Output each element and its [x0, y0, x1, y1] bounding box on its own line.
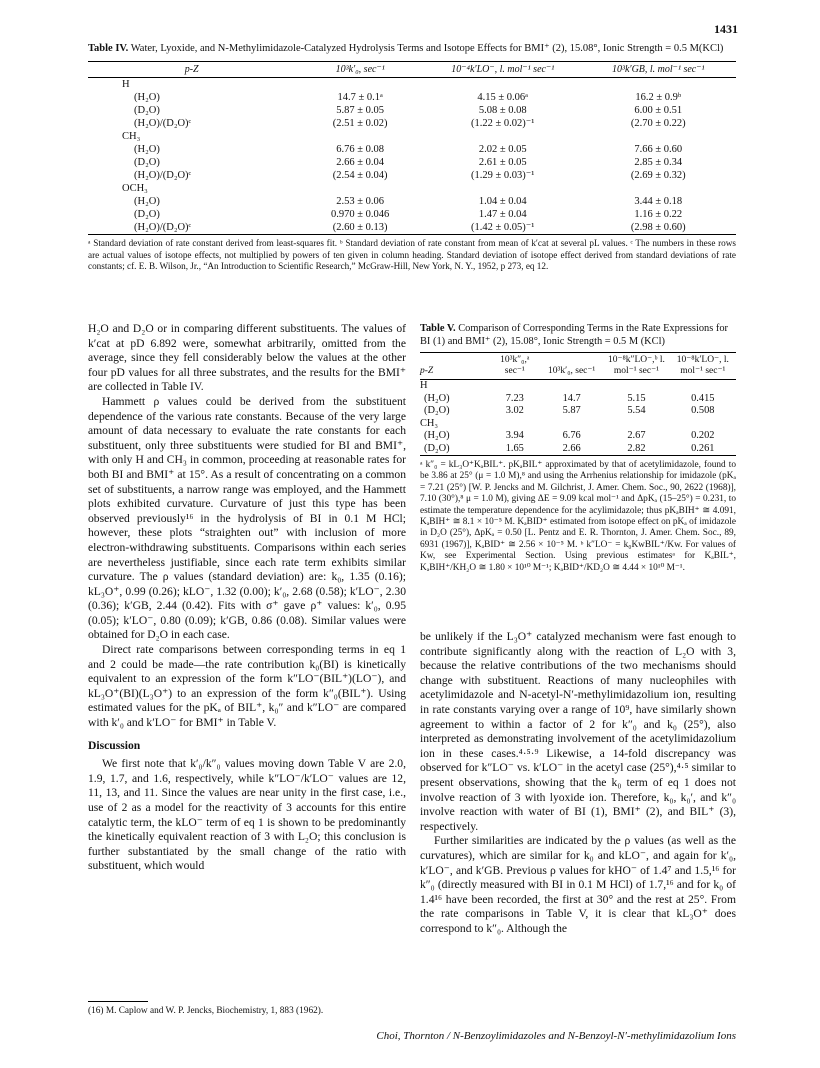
table-cell: 0.261	[670, 443, 736, 456]
table-cell: 3.44 ± 0.18	[634, 196, 683, 207]
table-cell: (1.42 ± 0.05)⁻¹	[425, 221, 581, 235]
table-row	[88, 91, 736, 104]
table-cell: 1.16 ± 0.22	[634, 209, 683, 220]
table-cell: 5.15	[627, 392, 646, 404]
table-v-header-row	[420, 353, 736, 380]
table-row	[88, 156, 736, 169]
table-cell	[580, 130, 736, 143]
footnote-16	[88, 1001, 406, 1017]
row-label: (D₂O)	[420, 443, 490, 456]
table-cell: 2.66	[540, 443, 603, 456]
table-row	[88, 117, 736, 130]
table-row	[88, 221, 736, 235]
table-cell	[425, 130, 581, 143]
row-group-label: CH₃	[122, 131, 141, 142]
table-row	[88, 208, 736, 221]
table-row	[420, 380, 736, 393]
table-cell: (2.70 ± 0.22)	[630, 118, 686, 129]
row-group-label: H	[122, 79, 130, 90]
table-cell: 0.970 ± 0.046	[331, 209, 390, 220]
table-iv-grid	[88, 61, 736, 235]
table-cell: 2.02 ± 0.05	[478, 144, 527, 155]
table-row	[420, 393, 736, 406]
table-cell: 5.87	[562, 405, 581, 416]
row-group-label: CH₃	[420, 417, 439, 429]
table-iv-header: p-Z	[88, 62, 295, 78]
table-cell: 1.47 ± 0.04	[478, 209, 527, 220]
footnote-rule	[88, 1001, 148, 1002]
table-cell: 16.2 ± 0.9ᵇ	[635, 92, 682, 103]
table-row	[88, 130, 736, 143]
paragraph: Hammett ρ values could be derived from the substituent dependence of the various rate constants. Because of the very large amount of data necessary to evaluate the rate constants for each substituent, only three substituents were studied for BI and BMI⁺, with only H and CH₃ in common, proceeding at reasonable rates for both BI and BMI⁺ at 15°. As a result of concentrating on a common set of substituents, a narrow range was employed, and the Hammett plots exhibited curvature. Curvature of just this type has been observed previously¹⁶ in the hydrolysis of BI in 0.1 M HCl; however, these plots “straighten out” with inclusion of more electron-withdrawing substituents. Comparisons within each series are nevertheless justifiable, since each rate term exhibits similar curvature. The ρ values (standard deviation) are: k₀, 1.35 (0.16); kL₃O⁺, 0.99 (0.26); kLO⁻, 1.32 (0.00); k′₀, 2.68 (0.58); k′LO⁻, 2.30 (0.36); k′GB, 2.44 (0.42). Fits with σ⁺ gave ρ⁺ values: k′₀, 0.95 (0.05); k′LO⁻, 0.80 (0.09); k′GB, 0.86 (0.08). Similar values were obtained for D₂O in each case.	[88, 394, 406, 642]
table-cell: 2.53 ± 0.06	[336, 196, 385, 207]
row-label: (H₂O)	[134, 144, 160, 155]
table-cell	[540, 418, 603, 431]
section-heading: Discussion	[88, 738, 141, 752]
row-label: (H₂O)	[134, 92, 160, 103]
table-cell	[580, 78, 736, 92]
table-cell: 7.66 ± 0.60	[634, 144, 683, 155]
table-cell: (2.60 ± 0.13)	[295, 221, 425, 235]
row-group-label: H	[420, 380, 428, 391]
table-cell: 7.23	[505, 392, 524, 404]
table-cell	[425, 182, 581, 195]
table-v-header: p-Z	[420, 353, 490, 380]
table-v-body	[420, 380, 736, 456]
table-iv-body	[88, 78, 736, 235]
table-cell: (1.22 ± 0.02)⁻¹	[470, 118, 535, 129]
paragraph: Further similarities are indicated by the ρ values (as well as the curvatures), which are similar for k₀ and kLO⁻, and again for k′₀, k′LO⁻, and k′GB. Previous ρ values for kHO⁻ of 1.4⁷ and 1.5,¹⁶ for k″₀ (directly measured with BI in 0.1 M HCl) of 1.7,¹⁶ and for k₀ of 1.4¹⁶ have been recorded, the first at 30° and the rest at 25°. From the rate comparisons in Table V, it is clear that kL₃O⁺ does correspond to k″₀. Although the	[420, 834, 736, 935]
table-cell	[295, 78, 425, 92]
table-iv-header-row	[88, 62, 736, 78]
table-cell: 5.54	[627, 405, 646, 416]
table-cell	[490, 380, 541, 393]
table-v-grid	[420, 352, 736, 456]
table-cell: 14.7	[562, 392, 581, 404]
table-row	[420, 405, 736, 418]
table-cell: 0.202	[691, 430, 715, 441]
table-cell	[580, 182, 736, 195]
table-cell: 3.02	[505, 405, 524, 416]
row-label: (H₂O)/(D₂O)ᶜ	[134, 170, 192, 181]
table-v	[420, 323, 736, 574]
table-v-label: Table V.	[420, 323, 456, 334]
table-cell: 5.87 ± 0.05	[336, 105, 385, 116]
row-group-label: OCH₃	[122, 183, 148, 194]
table-row	[420, 430, 736, 443]
table-cell: (1.29 ± 0.03)⁻¹	[470, 170, 535, 181]
table-v-header: 10⁻⁸k″LO⁻,ᵇ l. mol⁻¹ sec⁻¹	[603, 353, 669, 380]
table-v-header: 10⁻⁸k′LO⁻, l. mol⁻¹ sec⁻¹	[670, 353, 736, 380]
row-label: (D₂O)	[424, 405, 450, 416]
table-cell	[295, 182, 425, 195]
table-cell: 4.15 ± 0.06ᵃ	[477, 92, 529, 103]
table-cell	[295, 130, 425, 143]
table-row	[88, 182, 736, 195]
left-column	[88, 322, 406, 874]
table-cell: 2.61 ± 0.05	[478, 157, 527, 168]
table-row	[88, 104, 736, 117]
row-label: (H₂O)	[424, 430, 450, 441]
table-iv-header: 10³k′GB, l. mol⁻¹ sec⁻¹	[580, 62, 736, 78]
table-iv-caption	[88, 42, 736, 55]
table-cell: 2.67	[627, 430, 646, 441]
table-row	[420, 418, 736, 431]
table-cell: (2.51 ± 0.02)	[332, 118, 388, 129]
footnote-16-text: (16) M. Caplow and W. P. Jencks, Biochemistry, 1, 883 (1962).	[88, 1006, 324, 1016]
row-label: (D₂O)	[134, 157, 160, 168]
table-cell: (2.98 ± 0.60)	[580, 221, 736, 235]
table-v-caption	[420, 323, 736, 348]
table-row	[88, 143, 736, 156]
table-cell	[670, 418, 736, 431]
table-cell: 1.04 ± 0.04	[478, 196, 527, 207]
table-v-title: Comparison of Corresponding Terms in the Rate Expressions for BI (1) and BMI⁺ (2), 15.08°, Ionic Strength = 0.5 M (KCl)	[420, 323, 729, 347]
table-cell: 14.7 ± 0.1ᵃ	[337, 92, 383, 103]
table-cell: 3.94	[505, 430, 524, 441]
table-cell: 6.76	[562, 430, 581, 441]
table-cell: 0.415	[691, 392, 715, 404]
row-label: (D₂O)	[134, 105, 160, 116]
paragraph: be unlikely if the L₃O⁺ catalyzed mechanism were fast enough to contribute significantly along with the reaction of L₂O with 3, because the relative contributions of the two mechanisms should change with substituent. Reactions of many nucleophiles with acetylimidazole and N-acetyl-N′-methylimidazolium ion, resulting in rate constants varying over a range of 10⁹, have similarly shown agreement to within a factor of 2 for k″₀ and k₀ (25°), also interpreted as demonstrating involvement of the acetylimidazolium ion in these cases.⁴·⁵·⁹ Likewise, a 14-fold discrepancy was observed for k″LO⁻ vs. k′LO⁻ in the acetyl case (25°),⁴·⁵ similar to present observations, showing that the k₀ term of eq 1 does not involve reaction of 3 with lyoxide ion. Therefore, k₀, k₀′, and k″₀ involve reaction with water of BI (1), BMI⁺ (2), and BIL⁺ (3), respectively.	[420, 630, 736, 833]
table-cell: 2.66 ± 0.04	[336, 157, 385, 168]
table-cell: 1.65	[490, 443, 541, 456]
row-label: (H₂O)	[424, 392, 450, 404]
table-row	[88, 169, 736, 182]
table-iv-header: 10³k′₀, sec⁻¹	[295, 62, 425, 78]
table-cell	[490, 418, 541, 431]
table-row	[420, 443, 736, 456]
table-cell: (2.54 ± 0.04)	[332, 170, 388, 181]
table-row	[88, 195, 736, 208]
row-label: (D₂O)	[134, 209, 160, 220]
table-cell: (2.69 ± 0.32)	[630, 170, 686, 181]
table-cell: 0.508	[691, 405, 715, 416]
table-cell	[603, 418, 669, 431]
table-v-header: 10³k′₀, sec⁻¹	[540, 353, 603, 380]
right-column	[420, 630, 736, 936]
row-label: (H₂O)/(D₂O)ᶜ	[88, 221, 295, 235]
page-number: 1431	[714, 22, 738, 36]
table-row	[88, 78, 736, 92]
table-cell	[425, 78, 581, 92]
table-cell	[540, 380, 603, 393]
table-v-footnote: ᵃ k″₀ = kL₃O⁺KₐBIL⁺. pKₐBIL⁺ approximated by that of acetylimidazole, found to be 3.86 at 25° (μ = 1.0 M),⁸ and using the Arrhenius relationship for imidazole (pKₐ = 7.21 (25°) [W. P. Jencks and M. Gilchrist, J. Amer. Chem. Soc., 90, 2622 (1968)], 7.10 (30°),⁸ μ = 1.0 M), giving ΔE = 9.09 kcal mol⁻¹ and ΔpKₐ (15–25°) = 0.231, to estimate the temperature dependence for the acylimidazole; thus pKₐBIH⁺ ≅ 4.091, KₐBIH⁺ ≅ 8.1 × 10⁻⁵ M. KₐBID⁺ estimated from isotope effect on pKₐ of imidazole in D₂O (25°), ΔpKₐ = 0.50 [L. Pentz and E. R. Thornton, J. Amer. Chem. Soc., 89, 6931 (1967)], KₐBID⁺ ≅ 2.56 × 10⁻⁵ M. ᵇ k″LO⁻ = k₀KwBIL⁺/Kw. For values of Kw, see Experimental Section. Using previous estimatesᵃ for KₐBIL⁺, KₐBIH⁺/KH₂O ≅ 1.80 × 10¹⁰ M⁻¹; KₐBID⁺/KD₂O ≅ 4.44 × 10¹⁰ M⁻¹.	[420, 460, 736, 573]
table-cell: 6.76 ± 0.08	[336, 144, 385, 155]
table-v-header: 10³k″₀,ᵃ sec⁻¹	[490, 353, 541, 380]
row-label: (H₂O)/(D₂O)ᶜ	[134, 118, 192, 129]
table-cell: 5.08 ± 0.08	[478, 105, 527, 116]
table-cell: 2.82	[603, 443, 669, 456]
row-label: (H₂O)	[134, 196, 160, 207]
table-iv-title: Water, Lyoxide, and N-Methylimidazole-Catalyzed Hydrolysis Terms and Isotope Effects for BMI⁺ (2), 15.08°, Ionic Strength = 0.5 M(KCl)	[130, 43, 724, 54]
running-footer: Choi, Thornton / N-Benzoylimidazoles and N-Benzoyl-N′-methylimidazolium Ions	[376, 1030, 736, 1042]
table-cell	[670, 380, 736, 393]
table-cell: 6.00 ± 0.51	[634, 105, 683, 116]
paragraph: Direct rate comparisons between corresponding terms in eq 1 and 2 could be made—the rate contribution k₀(BI) is kinetically equivalent to an expression of the form k″LO⁻(BIL⁺)(LO⁻), and kL₃O⁺(BI)(L₃O⁺) to an expression of the form k″₀(BIL⁺). Using estimated values for the pKₐ of BIL⁺, k₀″ and k″LO⁻ are compared with k′₀ and k′LO⁻ for BMI⁺ in Table V.	[88, 643, 406, 730]
paragraph: We first note that k′₀/k″₀ values moving down Table V are 2.0, 1.9, 1.7, and 1.6, respectively, while k″LO⁻/k′LO⁻ values are 12, 11, 13, and 11. Since the values are near unity in the first case, i.e., use of 2 as a model for the reactivity of 3 accounts for this entire catalytic term, the kLO⁻ term of eq 1 is shown to be predominantly the kinetically equivalent reaction of 3 with L₂O; this conclusion is further substantiated by the small change of the ratio with substituent, which would	[88, 757, 406, 873]
table-cell	[603, 380, 669, 393]
table-iv-header: 10⁻⁴k′LO⁻, l. mol⁻¹ sec⁻¹	[425, 62, 581, 78]
table-cell: 2.85 ± 0.34	[634, 157, 683, 168]
table-iv	[88, 42, 736, 273]
table-iv-footnote: ᵃ Standard deviation of rate constant derived from least-squares fit. ᵇ Standard deviation of rate constant from mean of k′cat at several pL values. ᶜ The numbers in these rows are actual values of isotope effects, not multiplied by powers of ten given in column heading. Standard deviation of isotope effect derived from standard deviations of rate constants; cf. E. B. Wilson, Jr., “An Introduction to Scientific Research,” McGraw-Hill, New York, N. Y., 1952, p 273, eq 12.	[88, 238, 736, 271]
paragraph: H₂O and D₂O or in comparing different substituents. The values of k′cat at pD 6.892 were, somewhat arbitrarily, omitted from the average, since they fell considerably below the values at the other four pD values for all three substrates, and the results for the BMI⁺ are collected in Table IV.	[88, 322, 406, 394]
table-iv-label: Table IV.	[88, 43, 129, 54]
